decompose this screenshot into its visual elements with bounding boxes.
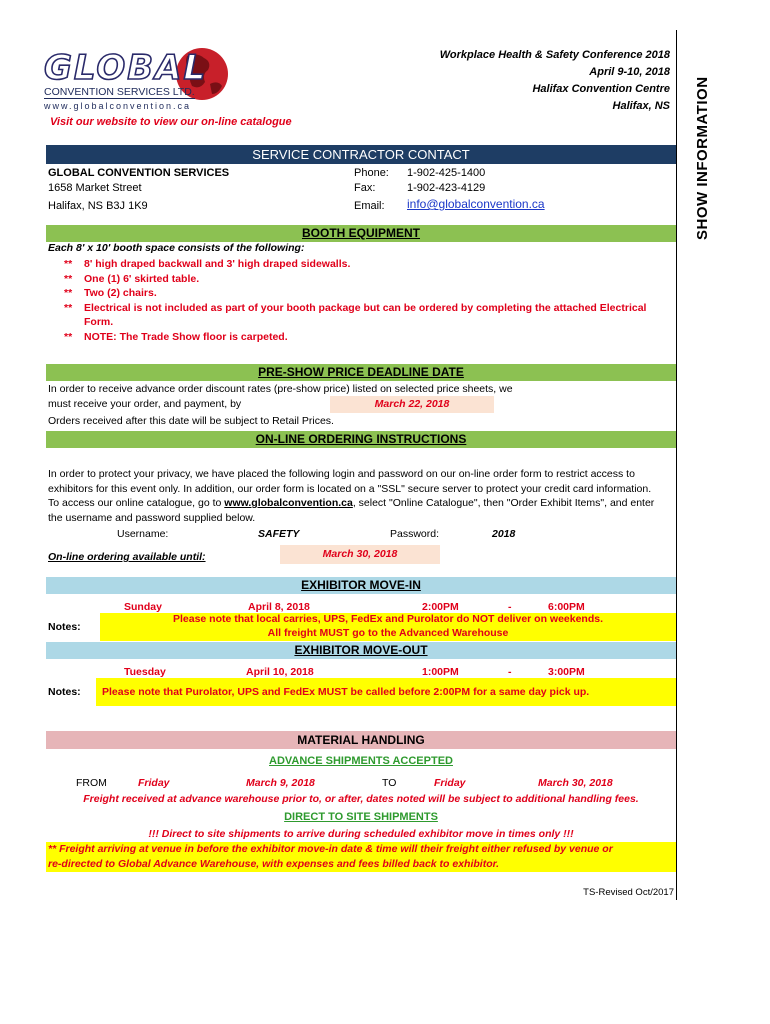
until-label: On-line ordering available until:: [48, 551, 206, 563]
password-value: 2018: [492, 528, 516, 540]
booth-heading-text: BOOTH EQUIPMENT: [301, 226, 420, 240]
to-date: March 30, 2018: [538, 777, 613, 789]
from-label: FROM: [76, 777, 107, 789]
phone-value: 1-902-425-1400: [407, 167, 486, 179]
right-border: [676, 30, 677, 900]
booth-intro: Each 8' x 10' booth space consists of the following:: [48, 242, 305, 254]
website-note[interactable]: Visit our website to view our on-line catalogue: [50, 116, 292, 128]
online-paragraph: In order to protect your privacy, we have placed the following login and password on our on-line order form to restrict access to exhibitors for this event only. In addition, our order form is located on a "SSL" secure server to protect your credit card information. To access our online catalogue, go to www.globalconvention.ca, select "Online Catalogue", then "Order Exhibit Items", and enter the username and password supplied below.: [48, 468, 655, 524]
booth-item: ** One (1) 6' skirted table.: [64, 272, 200, 285]
to-day: Friday: [434, 777, 466, 789]
online-heading-text: ON-LINE ORDERING INSTRUCTIONS: [255, 432, 467, 446]
contact-block: [48, 166, 229, 214]
password-label: Password:: [390, 528, 440, 540]
event-name: Workplace Health & Safety Conference 2018: [439, 49, 670, 61]
contact-labels: [354, 166, 389, 214]
booth-heading: [46, 225, 676, 242]
moveout-heading-text: EXHIBITOR MOVE-OUT: [294, 643, 428, 657]
logo-company: CONVENTION SERVICES LTD.: [44, 86, 195, 98]
movein-notes: Please note that local carries, UPS, FedEx and Purolator do NOT deliver on weekends. All freight MUST go to the Advanced Warehouse: [100, 613, 676, 641]
movein-day: Sunday: [124, 601, 162, 613]
preshow-line2: must receive your order, and payment, by: [48, 398, 242, 410]
booth-item: ** NOTE: The Trade Show floor is carpeted.: [64, 330, 288, 343]
material-heading: MATERIAL HANDLING: [46, 731, 676, 749]
contact-city: Halifax, NS B3J 1K9: [48, 200, 148, 212]
preshow-deadline: March 22, 2018: [330, 396, 494, 413]
direct-heading: DIRECT TO SITE SHIPMENTS: [284, 811, 438, 823]
booth-list: [64, 257, 664, 344]
movein-date: April 8, 2018: [248, 601, 310, 613]
phone-label: Phone:: [354, 167, 389, 179]
movein-heading-text: EXHIBITOR MOVE-IN: [301, 578, 421, 592]
moveout-dash: -: [508, 666, 512, 678]
contact-street: 1658 Market Street: [48, 182, 142, 194]
preshow-line1: In order to receive advance order discount rates (pre-show price) listed on selected price sheets, we: [48, 383, 513, 395]
preshow-heading-text: PRE-SHOW PRICE DEADLINE DATE: [258, 365, 464, 379]
online-heading: [46, 431, 676, 448]
username-label: Username:: [117, 528, 169, 540]
event-dates: April 9-10, 2018: [589, 66, 670, 78]
moveout-heading: [46, 642, 676, 659]
moveout-notes: Please note that Purolator, UPS and FedEx MUST be called before 2:00PM for a same day pick up.: [96, 678, 676, 706]
event-venue: Halifax Convention Centre: [532, 83, 670, 95]
email-link[interactable]: info@globalconvention.ca: [407, 197, 545, 211]
event-city: Halifax, NS: [612, 100, 670, 112]
contact-values: [407, 166, 545, 212]
direct-note: !!! Direct to site shipments to arrive during scheduled exhibitor move in times only !!!: [148, 828, 574, 840]
contact-name: GLOBAL CONVENTION SERVICES: [48, 167, 230, 179]
freight-warning: ** Freight arriving at venue in before the exhibitor move-in date & time will their freight either refused by venue or re-directed to Global Advance Warehouse, with expenses and fees billed back to exhibitor.: [46, 842, 676, 872]
advance-heading: ADVANCE SHIPMENTS ACCEPTED: [269, 755, 453, 767]
booth-item: ** Two (2) chairs.: [64, 287, 157, 299]
movein-start: 2:00PM: [422, 601, 459, 613]
side-title: SHOW INFORMATION: [694, 76, 711, 240]
company-logo: [42, 44, 242, 114]
catalogue-link[interactable]: www.globalconvention.ca: [224, 497, 353, 509]
from-date: March 9, 2018: [246, 777, 315, 789]
movein-notes-label: Notes:: [48, 621, 81, 633]
booth-item: ** 8' high draped backwall and 3' high draped sidewalls.: [64, 258, 351, 270]
moveout-start: 1:00PM: [422, 666, 459, 678]
preshow-heading: [46, 364, 676, 381]
fax-value: 1-902-423-4129: [407, 182, 486, 194]
logo-brand: GLOBAL: [44, 48, 208, 88]
movein-heading: [46, 577, 676, 594]
email-label: Email:: [354, 200, 385, 212]
footer-revision: TS-Revised Oct/2017: [583, 887, 674, 898]
booth-item: ** Electrical is not included as part of your booth package but can be ordered by completing the attached Electrical Form.: [64, 301, 647, 328]
until-date: March 30, 2018: [280, 545, 440, 564]
to-label: TO: [382, 777, 397, 789]
moveout-end: 3:00PM: [548, 666, 585, 678]
contact-heading: SERVICE CONTRACTOR CONTACT: [46, 145, 676, 164]
fax-label: Fax:: [354, 182, 376, 194]
preshow-line3: Orders received after this date will be subject to Retail Prices.: [48, 415, 334, 427]
movein-end: 6:00PM: [548, 601, 585, 613]
advance-warning: Freight received at advance warehouse prior to, or after, dates noted will be subject to additional handling fees.: [83, 793, 639, 805]
moveout-notes-label: Notes:: [48, 686, 81, 698]
moveout-date: April 10, 2018: [246, 666, 314, 678]
username-value: SAFETY: [258, 528, 300, 540]
moveout-day: Tuesday: [124, 666, 166, 678]
event-info: [440, 47, 670, 115]
from-day: Friday: [138, 777, 170, 789]
logo-url: www.globalconvention.ca: [44, 101, 192, 111]
movein-dash: -: [508, 601, 512, 613]
